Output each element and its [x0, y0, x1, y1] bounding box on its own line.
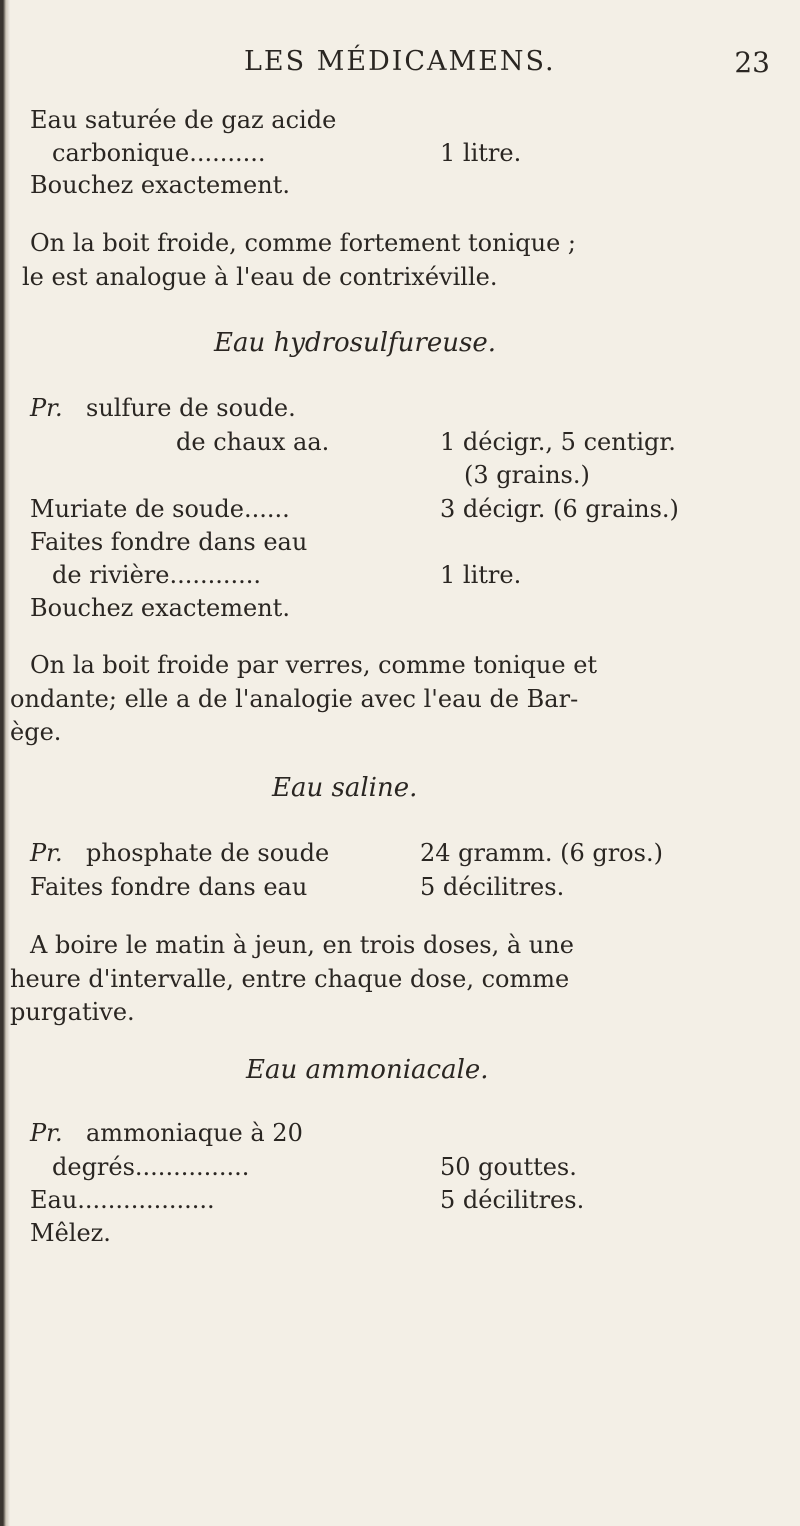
recipe-line: Mêlez. — [30, 1219, 111, 1247]
recipe-line: Faites fondre dans eau — [30, 528, 308, 556]
recipe-line: Eau saturée de gaz acide — [30, 106, 337, 134]
page-number: 23 — [734, 46, 770, 79]
section-heading: Eau ammoniacale. — [246, 1055, 489, 1085]
recipe-line: sulfure de soude. — [86, 394, 296, 422]
recipe-quantity: 1 décigr., 5 centigr. — [440, 428, 676, 456]
paragraph-line: heure d'intervalle, entre chaque dose, comme — [10, 965, 570, 993]
recipe-quantity: 1 litre. — [440, 561, 522, 589]
recipe-line: ammoniaque à 20 — [86, 1119, 303, 1147]
recipe-line: de rivière............ — [52, 561, 262, 589]
paragraph-line: le est analogue à l'eau de contrixéville. — [22, 263, 498, 291]
recipe-line: Bouchez exactement. — [30, 594, 290, 622]
page-header — [0, 46, 800, 86]
section-heading: Eau hydrosulfureuse. — [214, 328, 496, 358]
recipe-line: phosphate de soude — [86, 839, 330, 867]
prescription-label: Pr. — [30, 394, 63, 422]
paragraph-line: A boire le matin à jeun, en trois doses, à une — [30, 931, 574, 959]
recipe-line: carbonique.......... — [52, 139, 266, 167]
recipe-quantity: 5 décilitres. — [420, 873, 565, 901]
recipe-line: Bouchez exactement. — [30, 171, 290, 199]
recipe-quantity: (3 grains.) — [464, 461, 590, 489]
recipe-quantity: 5 décilitres. — [440, 1186, 585, 1214]
running-title: LES MÉDICAMENS. — [244, 46, 556, 77]
recipe-quantity: 3 décigr. (6 grains.) — [440, 495, 679, 523]
recipe-line: Faites fondre dans eau — [30, 873, 308, 901]
recipe-line: Eau.................. — [30, 1186, 215, 1214]
recipe-quantity: 1 litre. — [440, 139, 522, 167]
paragraph-line: On la boit froide par verres, comme tonique et — [30, 651, 598, 679]
section-heading: Eau saline. — [272, 773, 418, 803]
prescription-label: Pr. — [30, 1119, 63, 1147]
recipe-line: degrés............... — [52, 1153, 250, 1181]
paragraph-line: On la boit froide, comme fortement tonique ; — [30, 229, 576, 257]
paragraph-line: ège. — [10, 718, 62, 746]
paragraph-line: purgative. — [10, 998, 135, 1026]
recipe-quantity: 50 gouttes. — [440, 1153, 577, 1181]
prescription-label: Pr. — [30, 839, 63, 867]
recipe-line: de chaux aa. — [176, 428, 330, 456]
recipe-line: Muriate de soude...... — [30, 495, 290, 523]
recipe-quantity: 24 gramm. (6 gros.) — [420, 839, 663, 867]
paragraph-line: ondante; elle a de l'analogie avec l'eau de Bar- — [10, 685, 579, 713]
